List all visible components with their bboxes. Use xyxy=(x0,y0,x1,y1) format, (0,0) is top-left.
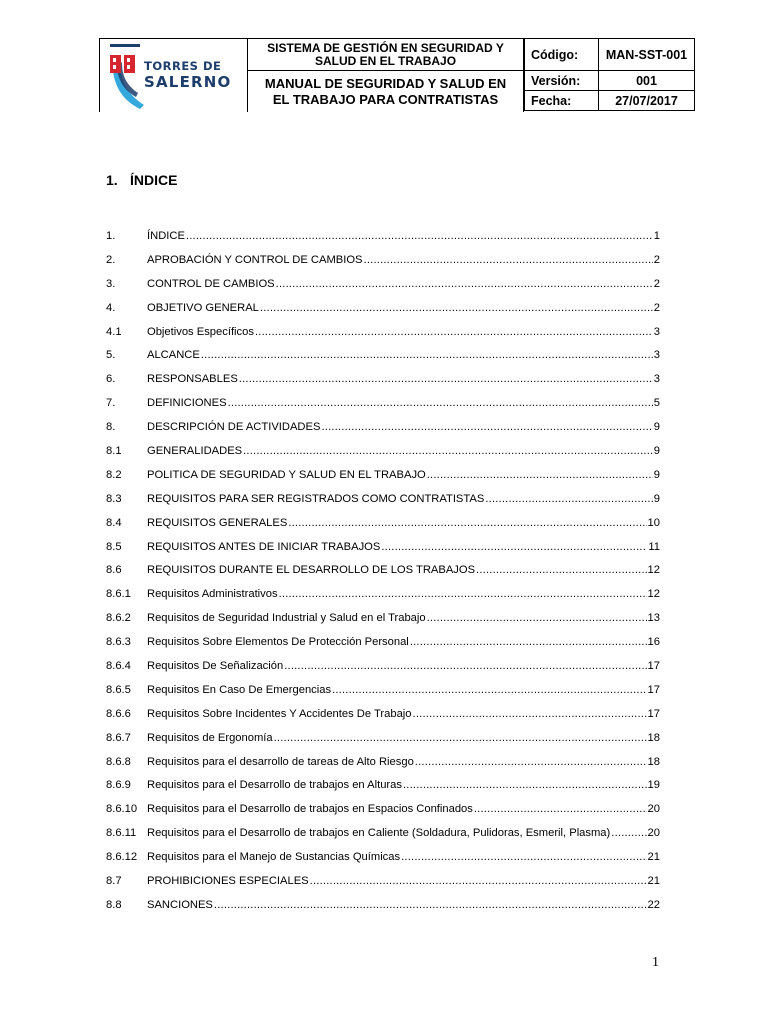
toc-dot-leader xyxy=(427,612,647,624)
toc-entry-title: Requisitos para el desarrollo de tareas de Alto Riesgo xyxy=(147,755,414,768)
toc-entry-title: REQUISITOS ANTES DE INICIAR TRABAJOS xyxy=(147,540,381,553)
toc-entry[interactable] xyxy=(106,773,660,797)
toc-entry-number: 8.6.11 xyxy=(106,827,137,840)
toc-entry-title: Requisitos de Ergonomía xyxy=(147,731,273,744)
toc-dot-leader xyxy=(201,349,653,361)
meta-value: 27/07/2017 xyxy=(599,91,695,111)
toc-entry-number: 8. xyxy=(106,421,116,434)
toc-entry-page: 11 xyxy=(648,540,660,553)
toc-entry[interactable] xyxy=(106,630,660,654)
toc-entry-page: 16 xyxy=(647,636,660,649)
toc-entry-page: 9 xyxy=(653,421,660,434)
toc-dot-leader xyxy=(288,517,646,529)
document-title: MANUAL DE SEGURIDAD Y SALUD EN EL TRABAJO PARA CONTRATISTAS xyxy=(264,76,507,107)
meta-value: 001 xyxy=(599,71,695,91)
toc-entry-page: 3 xyxy=(653,373,660,386)
toc-dot-leader xyxy=(186,230,653,242)
toc-entry-number: 8.6.7 xyxy=(106,731,131,744)
toc-entry-page: 3 xyxy=(653,349,660,362)
toc-dot-leader xyxy=(274,732,647,744)
toc-entry[interactable] xyxy=(106,439,660,463)
toc-entry-title: Requisitos para el Desarrollo de trabajos en Alturas xyxy=(147,779,402,792)
toc-entry-title: GENERALIDADES xyxy=(147,444,243,457)
toc-entry-page: 5 xyxy=(653,397,660,410)
toc-entry[interactable] xyxy=(106,511,660,535)
toc-entry-title: ÍNDICE xyxy=(147,229,185,242)
toc-entry-title: Objetivos Específicos xyxy=(147,325,254,338)
meta-label: Fecha: xyxy=(525,91,599,111)
toc-dot-leader xyxy=(476,564,647,576)
toc-entry-title: PROHIBICIONES ESPECIALES xyxy=(147,874,309,887)
toc-dot-leader xyxy=(474,803,647,815)
meta-label: Versión: xyxy=(525,71,599,91)
toc-entry-title: Requisitos Administrativos xyxy=(147,588,278,601)
toc-dot-leader xyxy=(611,827,646,839)
toc-entry-page: 18 xyxy=(647,755,660,768)
toc-entry-page: 12 xyxy=(647,588,660,601)
toc-entry-page: 1 xyxy=(653,229,660,242)
toc-entry-number: 4. xyxy=(106,301,116,314)
toc-entry[interactable] xyxy=(106,702,660,726)
toc-entry-number: 8.6.4 xyxy=(106,659,131,672)
toc-dot-leader xyxy=(485,493,652,505)
toc-entry[interactable] xyxy=(106,272,660,296)
toc-entry-number: 8.6.1 xyxy=(106,588,131,601)
toc-entry-number: 8.1 xyxy=(106,444,122,457)
toc-entry[interactable] xyxy=(106,415,660,439)
toc-entry[interactable] xyxy=(106,726,660,750)
toc-entry-title: SANCIONES xyxy=(147,898,213,911)
toc-entry[interactable] xyxy=(106,343,660,367)
toc-entry-number: 8.6 xyxy=(106,564,122,577)
toc-entry-page: 17 xyxy=(647,683,660,696)
toc-dot-leader xyxy=(243,445,653,457)
section-heading xyxy=(106,172,177,188)
toc-dot-leader xyxy=(381,541,647,553)
toc-entry[interactable] xyxy=(106,893,660,917)
toc-entry-title: CONTROL DE CAMBIOS xyxy=(147,277,275,290)
toc-entry-page: 18 xyxy=(647,731,660,744)
toc-entry-page: 2 xyxy=(653,277,660,290)
toc-entry-page: 17 xyxy=(647,707,660,720)
toc-entry-number: 8.6.5 xyxy=(106,683,131,696)
toc-entry-title: Requisitos para el Manejo de Sustancias Químicas xyxy=(147,851,401,864)
toc-entry-title: REQUISITOS PARA SER REGISTRADOS COMO CONTRATISTAS xyxy=(147,492,485,505)
toc-entry-number: 8.7 xyxy=(106,874,122,887)
toc-entry-title: DEFINICIONES xyxy=(147,397,227,410)
header-title-block xyxy=(248,38,524,112)
toc-entry-page: 21 xyxy=(647,874,660,887)
toc-entry-page: 12 xyxy=(647,564,660,577)
toc-entry[interactable] xyxy=(106,845,660,869)
logo-line-2: SALERNO xyxy=(144,72,232,91)
toc-dot-leader xyxy=(279,588,647,600)
toc-dot-leader xyxy=(410,636,647,648)
toc-entry-title: Requisitos de Seguridad Industrial y Salud en el Trabajo xyxy=(147,612,426,625)
toc-entry[interactable] xyxy=(106,678,660,702)
toc-dot-leader xyxy=(260,302,653,314)
toc-entry-number: 8.2 xyxy=(106,468,122,481)
toc-entry[interactable] xyxy=(106,320,660,344)
toc-entry[interactable] xyxy=(106,606,660,630)
toc-entry-title: Requisitos para el Desarrollo de trabajos en Caliente (Soldadura, Pulidoras, Esmeril, Plasma) xyxy=(147,827,611,840)
toc-entry-number: 8.6.12 xyxy=(106,851,138,864)
section-title: ÍNDICE xyxy=(130,172,178,188)
toc-entry-title: DESCRIPCIÓN DE ACTIVIDADES xyxy=(147,421,321,434)
toc-entry-number: 8.3 xyxy=(106,492,122,505)
toc-entry-page: 9 xyxy=(653,444,660,457)
toc-entry-page: 20 xyxy=(647,803,660,816)
toc-entry-page: 19 xyxy=(647,779,660,792)
logo-line-1: TORRES DE xyxy=(144,59,222,73)
toc-entry-page: 2 xyxy=(653,301,660,314)
toc-entry-page: 9 xyxy=(653,492,660,505)
toc-entry[interactable] xyxy=(106,535,660,559)
page-number: 1 xyxy=(652,955,659,970)
toc-dot-leader xyxy=(284,660,646,672)
toc-entry[interactable] xyxy=(106,582,660,606)
toc-entry-number: 8.6.10 xyxy=(106,803,138,816)
toc-entry[interactable] xyxy=(106,296,660,320)
toc-entry-number: 8.6.9 xyxy=(106,779,131,792)
toc-entry-page: 22 xyxy=(647,898,660,911)
toc-entry-title: REQUISITOS GENERALES xyxy=(147,516,288,529)
toc-dot-leader xyxy=(413,708,647,720)
toc-entry-page: 17 xyxy=(647,659,660,672)
toc-entry-number: 3. xyxy=(106,277,116,290)
toc-entry-number: 4.1 xyxy=(106,325,122,338)
toc-entry-page: 13 xyxy=(647,612,660,625)
toc-entry-number: 8.6.3 xyxy=(106,636,131,649)
toc-entry-title: Requisitos De Señalización xyxy=(147,659,284,672)
section-number: 1. xyxy=(106,172,118,188)
toc-entry-number: 5. xyxy=(106,349,116,362)
toc-dot-leader xyxy=(239,373,653,385)
logo-emblem-icon xyxy=(106,43,144,109)
toc-entry-page: 2 xyxy=(653,253,660,266)
toc-entry-page: 20 xyxy=(647,827,660,840)
table-of-contents xyxy=(106,224,660,917)
toc-entry-number: 8.6.6 xyxy=(106,707,131,720)
toc-entry[interactable] xyxy=(106,224,660,248)
toc-dot-leader xyxy=(401,851,646,863)
toc-entry-title: POLITICA DE SEGURIDAD Y SALUD EN EL TRABAJO xyxy=(147,468,426,481)
toc-entry-number: 8.4 xyxy=(106,516,122,529)
toc-dot-leader xyxy=(310,875,647,887)
toc-entry[interactable] xyxy=(106,750,660,774)
toc-entry-number: 8.5 xyxy=(106,540,122,553)
toc-entry-title: ALCANCE xyxy=(147,349,200,362)
toc-dot-leader xyxy=(332,684,646,696)
toc-entry-number: 7. xyxy=(106,397,116,410)
toc-entry[interactable] xyxy=(106,821,660,845)
company-logo xyxy=(99,38,248,112)
toc-dot-leader xyxy=(276,278,653,290)
toc-entry-number: 8.6.8 xyxy=(106,755,131,768)
toc-dot-leader xyxy=(255,326,653,338)
toc-entry-page: 10 xyxy=(647,516,660,529)
toc-entry[interactable] xyxy=(106,367,660,391)
toc-entry[interactable] xyxy=(106,797,660,821)
toc-entry-title: Requisitos para el Desarrollo de trabajos en Espacios Confinados xyxy=(147,803,473,816)
document-meta-table xyxy=(524,38,695,111)
toc-entry[interactable] xyxy=(106,391,660,415)
toc-entry[interactable] xyxy=(106,487,660,511)
toc-entry-page: 9 xyxy=(653,468,660,481)
meta-row-date xyxy=(525,91,695,111)
toc-entry-title: OBJETIVO GENERAL xyxy=(147,301,259,314)
toc-dot-leader xyxy=(214,899,647,911)
toc-entry[interactable] xyxy=(106,463,660,487)
toc-entry-title: Requisitos Sobre Elementos De Protección Personal xyxy=(147,636,409,649)
logo-wordmark xyxy=(144,61,231,90)
toc-entry-title: RESPONSABLES xyxy=(147,373,238,386)
toc-entry[interactable] xyxy=(106,558,660,582)
toc-dot-leader xyxy=(427,469,653,481)
toc-entry-title: Requisitos En Caso De Emergencias xyxy=(147,683,332,696)
toc-entry-number: 8.8 xyxy=(106,898,122,911)
meta-row-code xyxy=(525,39,695,71)
toc-dot-leader xyxy=(415,756,647,768)
toc-entry[interactable] xyxy=(106,248,660,272)
toc-entry[interactable] xyxy=(106,869,660,893)
toc-entry-number: 2. xyxy=(106,253,116,266)
toc-entry-number: 6. xyxy=(106,373,116,386)
toc-entry-number: 8.6.2 xyxy=(106,612,131,625)
toc-entry[interactable] xyxy=(106,654,660,678)
system-title: SISTEMA DE GESTIÓN EN SEGURIDAD Y SALUD EN EL TRABAJO xyxy=(248,39,523,71)
meta-label: Código: xyxy=(525,39,599,71)
meta-value: MAN-SST-001 xyxy=(599,39,695,71)
toc-entry-page: 3 xyxy=(653,325,660,338)
toc-entry-number: 1. xyxy=(106,229,116,242)
toc-entry-title: APROBACIÓN Y CONTROL DE CAMBIOS xyxy=(147,253,363,266)
toc-dot-leader xyxy=(228,397,653,409)
toc-entry-title: Requisitos Sobre Incidentes Y Accidentes De Trabajo xyxy=(147,707,412,720)
meta-row-version xyxy=(525,71,695,91)
toc-dot-leader xyxy=(364,254,653,266)
toc-entry-title: REQUISITOS DURANTE EL DESARROLLO DE LOS TRABAJOS xyxy=(147,564,476,577)
toc-dot-leader xyxy=(321,421,652,433)
toc-entry-page: 21 xyxy=(647,851,660,864)
toc-dot-leader xyxy=(403,779,647,791)
